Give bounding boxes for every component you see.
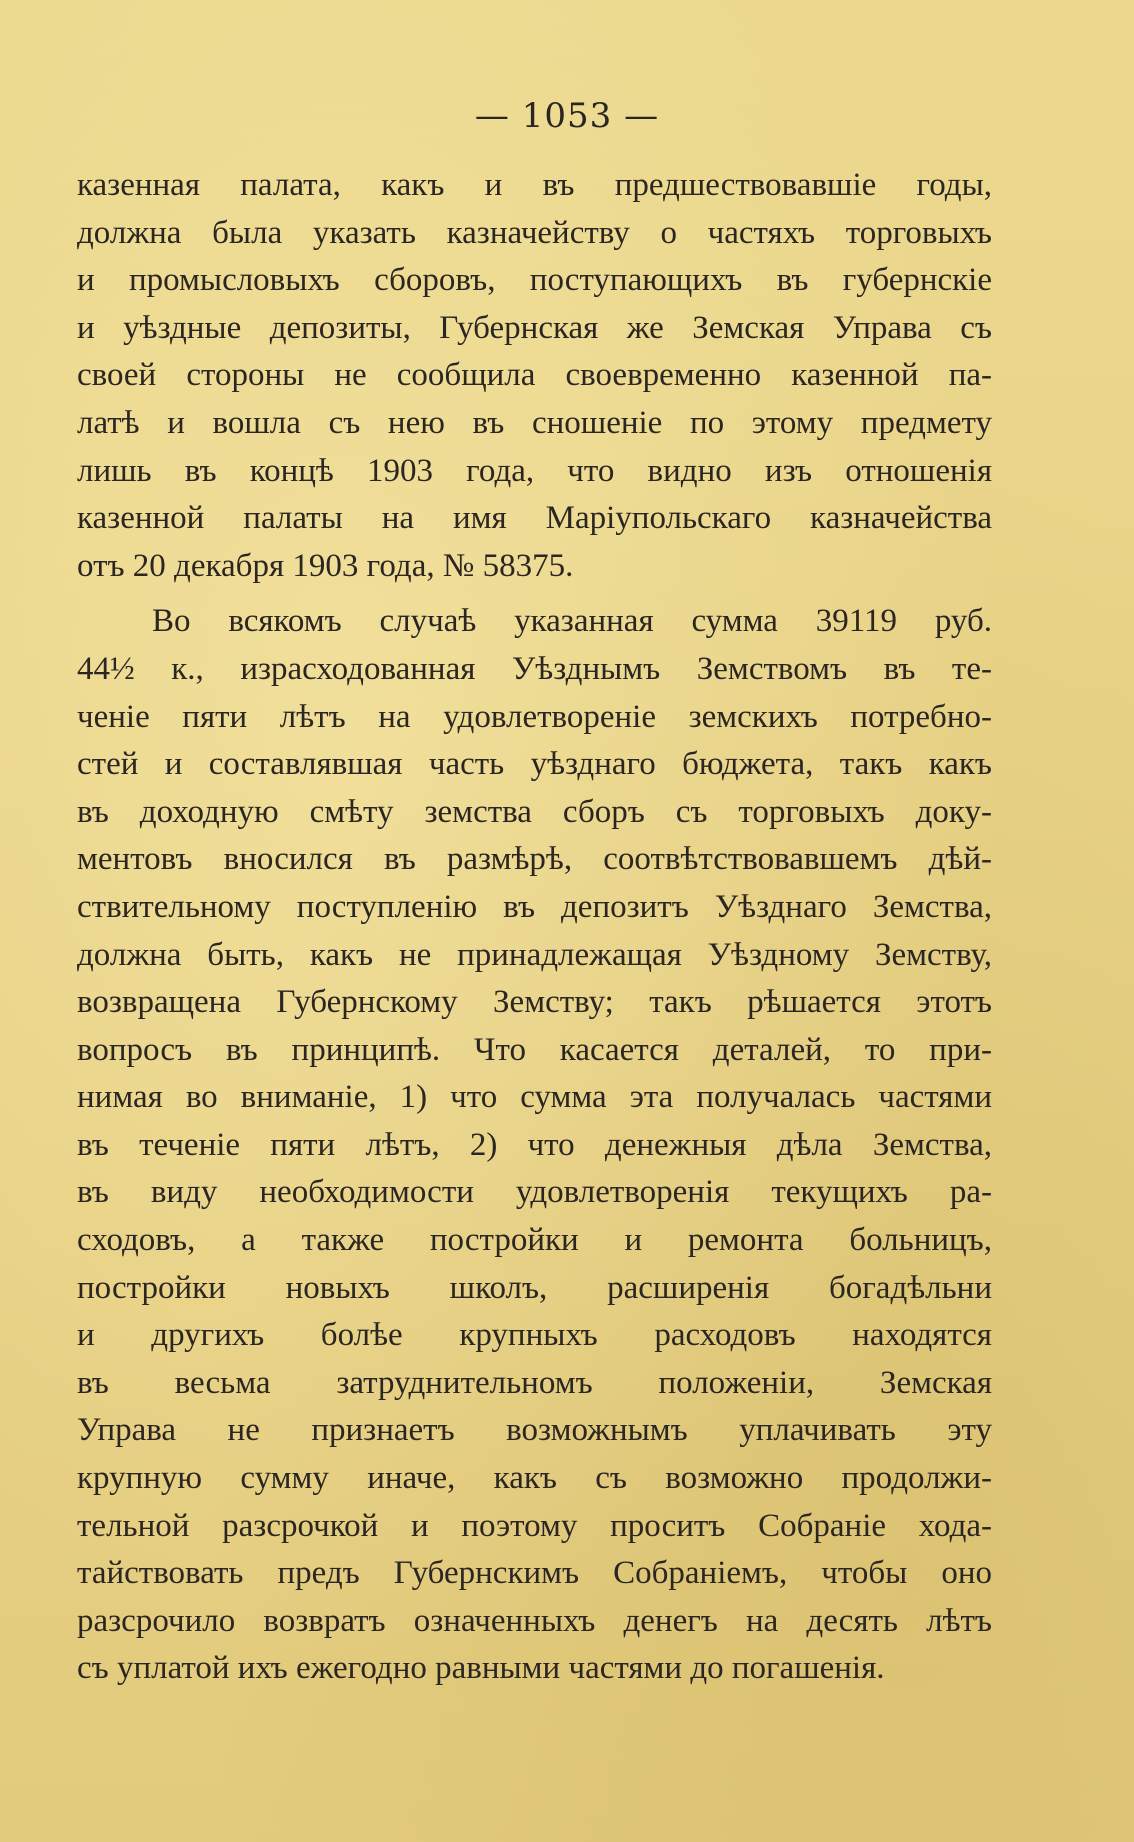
text-line: возвращена Губернскому Земству; такъ рѣшается этотъ [77, 984, 992, 1021]
text-line: въ доходную смѣту земства сборъ съ торговыхъ доку- [77, 793, 992, 830]
text-line: постройки новыхъ школъ, расширенія богадѣльни [77, 1269, 992, 1306]
paragraph [77, 162, 992, 590]
paragraph [77, 598, 992, 1693]
text-line: казенная палата, какъ и въ предшествовавшіе годы, [77, 167, 992, 203]
text-line: и другихъ болѣе крупныхъ расходовъ находятся [77, 1317, 992, 1354]
text-line: своей стороны не сообщила своевременно казенной па- [77, 357, 992, 394]
text-line: латѣ и вошла съ нею въ сношеніе по этому предмету [77, 404, 992, 441]
text-line: ментовъ вносился въ размѣрѣ, соотвѣтствовавшемъ дѣй- [77, 841, 992, 878]
text-line: ствительному поступленію въ депозитъ Уѣзднаго Земства, [77, 888, 992, 925]
text-line: стей и составлявшая часть уѣзднаго бюджета, такъ какъ [77, 746, 992, 783]
text-line: въ виду необходимости удовлетворенія текущихъ ра- [77, 1174, 992, 1211]
text-line: крупную сумму иначе, какъ съ возможно продолжи- [77, 1460, 992, 1497]
page-number: — 1053 — [474, 96, 660, 136]
text-line: лишь въ концѣ 1903 года, что видно изъ отношенія [77, 452, 992, 489]
text-line: разсрочило возвратъ означенныхъ денегъ на десять лѣтъ [77, 1602, 992, 1639]
text-line: 44½ к., израсходованная Уѣзднымъ Земствомъ въ те- [77, 650, 992, 687]
text-line: нимая во вниманіе, 1) что сумма эта получалась частями [77, 1079, 992, 1116]
text-line: и промысловыхъ сборовъ, поступающихъ въ губернскіе [77, 262, 992, 299]
text-line: ченіе пяти лѣтъ на удовлетвореніе земскихъ потребно- [77, 698, 992, 735]
text-line: съ уплатой ихъ ежегодно равными частями до погашенія. [77, 1650, 885, 1687]
text-line: въ весьма затруднительномъ положеніи, Земская [77, 1364, 992, 1401]
text-line: Во всякомъ случаѣ указанная сумма 39119 руб. [152, 603, 992, 640]
text-line: казенной палаты на имя Маріупольскаго казначейства [77, 500, 992, 537]
text-line: тайствовать предъ Губернскимъ Собраніемъ, чтобы оно [77, 1555, 992, 1592]
text-line: сходовъ, а также постройки и ремонта больницъ, [77, 1222, 992, 1259]
text-line: въ теченіе пяти лѣтъ, 2) что денежныя дѣла Земства, [77, 1126, 992, 1163]
text-line: отъ 20 декабря 1903 года, № 58375. [77, 547, 574, 584]
text-line: тельной разсрочкой и поэтому проситъ Собраніе хода- [77, 1507, 992, 1544]
text-line: вопросъ въ принципѣ. Что касается деталей, то при- [77, 1031, 992, 1068]
text-line: Управа не признаетъ возможнымъ уплачивать эту [77, 1412, 992, 1449]
text-line: должна быть, какъ не принадлежащая Уѣздному Земству, [77, 936, 992, 973]
paragraph-gap [77, 590, 992, 598]
text-line: должна была указать казначейству о частяхъ торговыхъ [77, 214, 992, 251]
text-line: и уѣздные депозиты, Губернская же Земская Управа съ [77, 309, 992, 346]
body-text [77, 162, 992, 1693]
